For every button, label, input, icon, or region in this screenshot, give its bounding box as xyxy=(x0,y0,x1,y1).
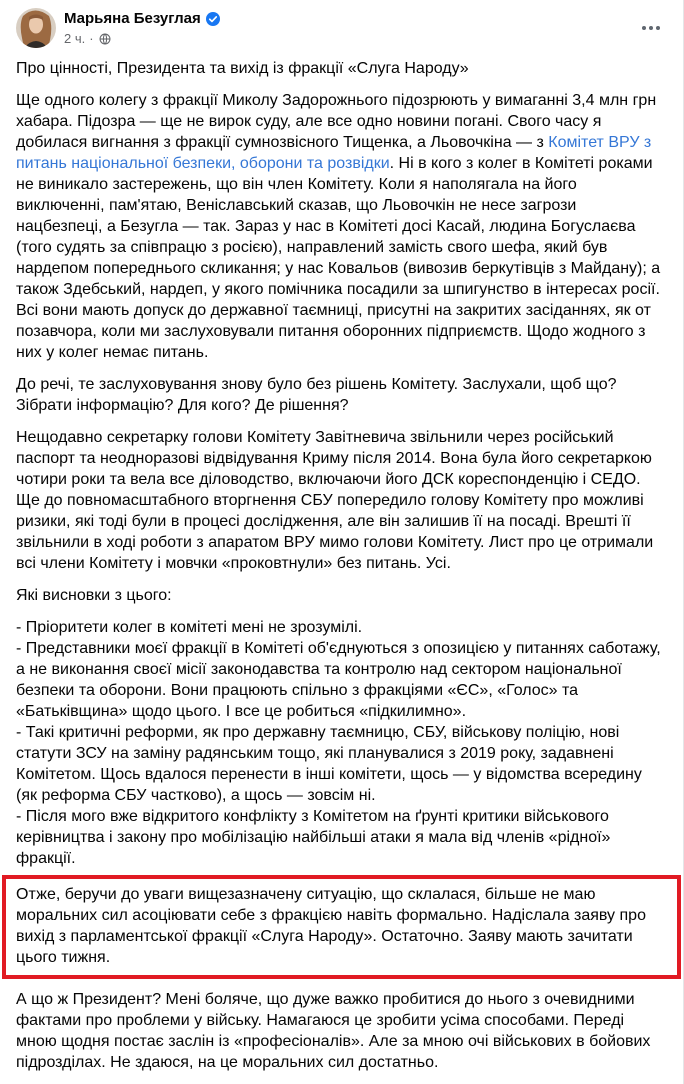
avatar-image xyxy=(16,8,56,48)
paragraph-text: Ще одного колегу з фракції Миколу Задорожнього підозрюють у вимаганні 3,4 млн грн хабара. Підозра — ще не вирок суду, але все одно новини погані. Свого часу я добилася вигнання з фракції сумнозвісного Тищенка, а Льовочкіна — з xyxy=(16,92,657,151)
conclusion-item: - Представники моєї фракції в Комітеті об'єднуються з опозицією у питаннях саботажу, а не виконання своєї місії законодавства та контролю над сектором національної безпеки та оборони. Вони працюють спільно з фракціями «ЄС», «Голос» та «Батьківщина» щодо цього. І все це робиться «підкилимно». xyxy=(16,640,661,720)
paragraph-text: . Ні в кого з колег в Комітеті роками не виникало застережень, що він член Комітету. Коли я наполягала на його виключенні, пам'ятаю, Веніславський сказав, що Льовочкін не несе загрози нацбезпеці, а Безугла — так. Зараз у нас в Комітеті досі Касай, людина Богуслаєва (того судять за співпрацю з росією), направлений замість свого шефа, який був нардепом попереднього скликання; у нас Ковальов (вивозив беркутівців з Майдану); а також Здебський, нардеп, у якого помічника посадили за шпигунство в інтересах росії. Всі вони мають допуск до державної таємниці, присутні на закритих засіданнях, як от позавчора, коли ми заслуховували питання оборонних підприємств. Щодо жодного з них у колег немає питань. xyxy=(16,155,661,361)
post-title: Про цінності, Президента та вихід із фракції «Слуга Народу» xyxy=(16,60,469,77)
author-name[interactable]: Марьяна Безуглая xyxy=(64,10,201,27)
three-dots-menu-icon xyxy=(641,25,661,31)
more-options-button[interactable] xyxy=(635,8,667,46)
conclusion-item: - Пріоритети колег в комітеті мені не зрозумілі. xyxy=(16,619,363,636)
committee-page-link[interactable]: Комітет ВРУ з питань національної безпеки, оборони та розвідки xyxy=(16,134,652,172)
avatar[interactable] xyxy=(16,8,56,48)
post-header xyxy=(0,8,683,48)
conclusion-item: - Такі критичні реформи, як про державну таємницю, СБУ, військову поліцію, нові статути ЗСУ на заміну радянським тощо, які планувалися з 2019 року, задавнені Комітетом. Щось вдалося перенести в інші комітети, щось — у відомства всередину (як реформа СБУ частково), а щось — зовсім ні. xyxy=(16,724,642,804)
header-text xyxy=(64,8,635,46)
post-paragraph-hearing: До речі, те заслуховування знову було без рішень Комітету. Заслухали, щоб що? Зібрати інформацію? Для кого? Де рішення? xyxy=(16,376,617,414)
post-paragraph-secretary: Нещодавно секретарку голови Комітету Завітневича звільнили через російський паспорт та неодноразові відвідування Криму після 2014. Вона була його секретаркою чотири роки та вела все діловодство, включаючи його ДСК кореспонденцію і СЕДО. Ще до повномасштабного вторгнення СБУ попередило голову Комітету про можливі ризики, які тоді були в процесі дослідження, але він залишив її на посаді. Врешті її звільнили в ході роботи з апаратом ВРУ мимо голови Комітету. Лист про це отримали всі члени Комітету і мовчки «проковтнули» без питань. Усі. xyxy=(16,429,654,572)
post-paragraph-main xyxy=(16,90,667,363)
conclusion-item: - Після мого вже відкритого конфлікту з Комітетом на ґрунті критики військового керівництва і закону про мобілізацію найбільші атаки я мала від членів «рідної» фракції. xyxy=(16,808,611,867)
name-row xyxy=(64,9,635,28)
timestamp[interactable]: 2 ч. xyxy=(64,31,86,46)
post-paragraph-conclusions-heading: Які висновки з цього: xyxy=(16,587,172,604)
globe-icon xyxy=(99,33,111,45)
post-body xyxy=(0,58,683,1073)
meta-separator: · xyxy=(89,31,94,46)
highlighted-annotation-box xyxy=(2,875,681,979)
post-meta[interactable] xyxy=(64,31,635,46)
conclusions-list xyxy=(16,617,667,869)
post-paragraph-president: А що ж Президент? Мені боляче, що дуже важко пробитися до нього з очевидними фактами про проблеми у війську. Намагаюся це зробити усіма способами. Переді мною щодня постає заслін із «професіоналів». Але за мною очі військових в бойових підрозділах. Не здаюся, на це моральних сил достатньо. xyxy=(16,991,651,1071)
post-paragraph-exit-statement: Отже, беручи до уваги вищезазначену ситуацію, що склалася, більше не маю моральних сил асоціювати себе з фракцією навіть формально. Надіслала заяву про вихід з парламентської фракції «Слуга Народу». Остаточно. Заяву мають зачитати цього тижня. xyxy=(16,886,646,966)
verified-checkmark-icon xyxy=(206,12,220,26)
